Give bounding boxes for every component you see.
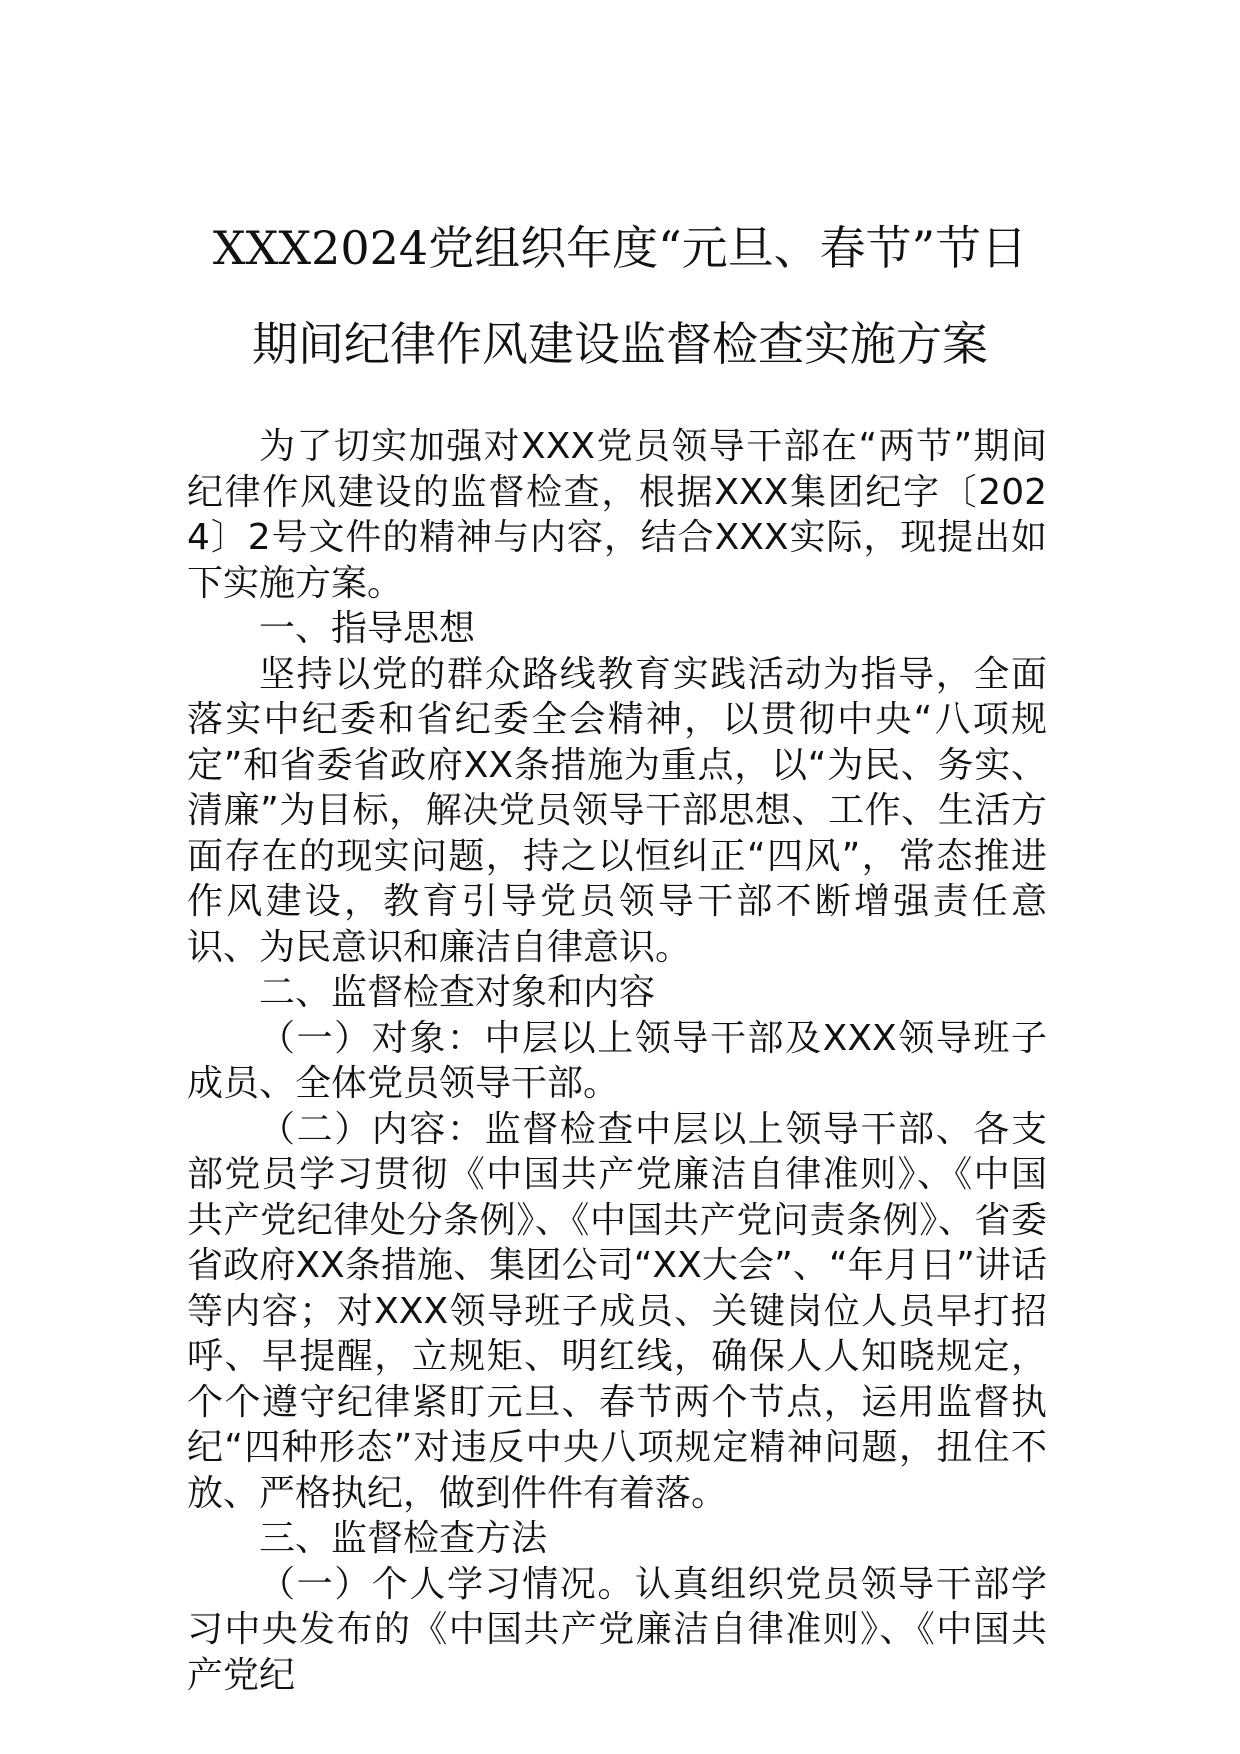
section-heading-guiding-ideology: 一、指导思想 bbox=[259, 608, 476, 649]
intro-paragraph: 为了切实加强对XXX党员领导干部在“两节”期间纪律作风建设的监督检查，根据XXX集团纪字〔2024〕2号文件的精神与内容，结合XXX实际，现提出如下实施方案。 bbox=[187, 426, 1047, 604]
section-heading-targets-content: 二、监督检查对象和内容 bbox=[259, 972, 656, 1013]
document-body bbox=[187, 424, 1047, 1698]
section-heading-methods: 三、监督检查方法 bbox=[259, 1518, 548, 1559]
guiding-ideology-paragraph: 坚持以党的群众路线教育实践活动为指导，全面落实中纪委和省纪委全会精神，以贯彻中央“八项规定”和省委省政府XX条措施为重点，以“为民、务实、清廉”为目标，解决党员领导干部思想、工作、生活方面存在的现实问题，持之以恒纠正“四风”，常态推进作风建设，教育引导党员领导干部不断增强责任意识、为民意识和廉洁自律意识。 bbox=[187, 653, 1047, 968]
document-title bbox=[150, 200, 1090, 392]
title-line-2: 期间纪律作风建设监督检查实施方案 bbox=[252, 317, 988, 371]
targets-paragraph: （一）对象：中层以上领导干部及XXX领导班子成员、全体党员领导干部。 bbox=[187, 1017, 1047, 1104]
content-paragraph: （二）内容：监督检查中层以上领导干部、各支部党员学习贯彻《中国共产党廉洁自律准则》、《中国共产党纪律处分条例》、《中国共产党问责条例》、省委省政府XX条措施、集团公司“XX大会”、“年月日”讲话等内容；对XXX领导班子成员、关键岗位人员早打招呼、早提醒，立规矩、明红线，确保人人知晓规定，个个遵守纪律紧盯元旦、春节两个节点，运用监督执纪“四种形态”对违反中央八项规定精神问题，扭住不放、严格执纪，做到件件有着落。 bbox=[187, 1108, 1047, 1514]
title-line-1: XXX2024党组织年度“元旦、春节”节日 bbox=[212, 221, 1028, 275]
personal-study-paragraph: （一）个人学习情况。认真组织党员领导干部学习中央发布的《中国共产党廉洁自律准则》、《中国共产党纪 bbox=[187, 1563, 1047, 1696]
